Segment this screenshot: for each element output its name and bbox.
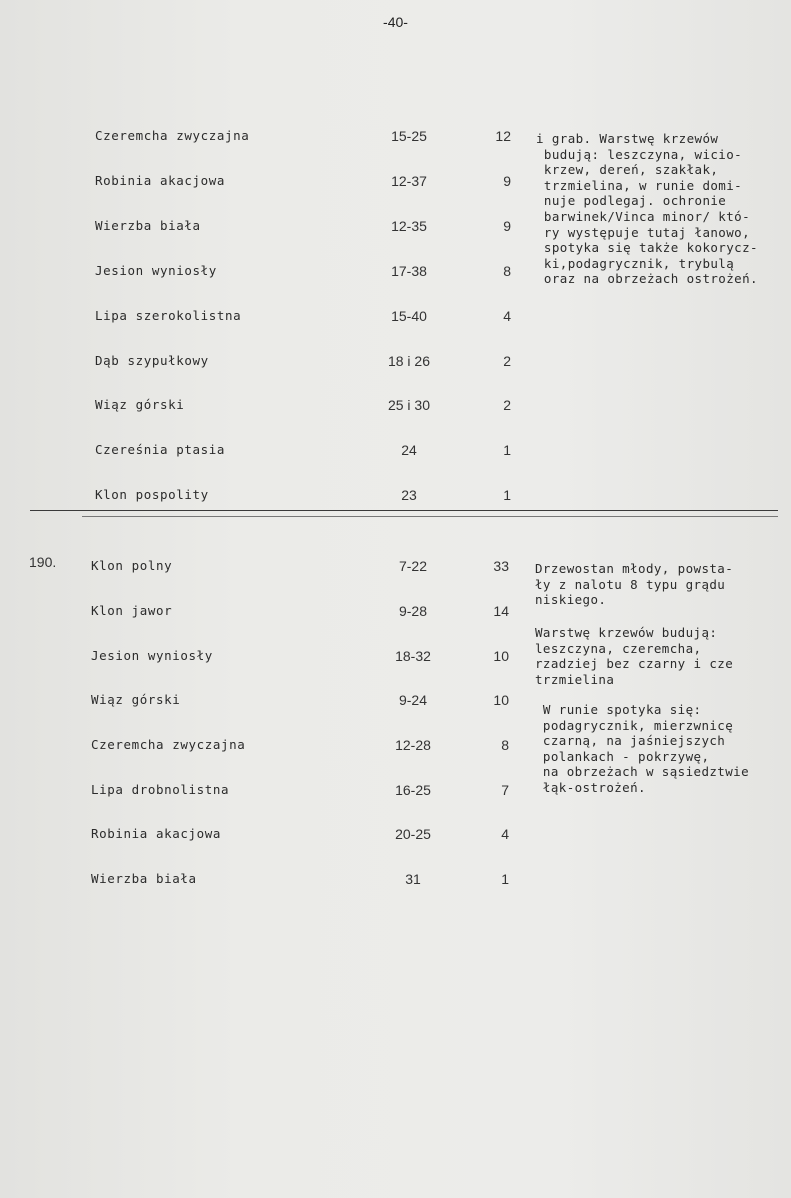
species-name: Klon pospolity [95, 487, 209, 502]
tree-count: 33 [493, 558, 509, 574]
tree-count: 8 [503, 263, 511, 279]
diameter-range: 16-25 [395, 782, 431, 798]
species-name: Robinia akacjowa [95, 173, 226, 188]
species-name: Dąb szypułkowy [95, 353, 209, 368]
section-2-note-herbs: W runie spotyka się: podagrycznik, mierzwnicę czarną, na jaśniejszych polankach - pokrzywę, na obrzeżach w sąsiedztwie łąk-ostrożeń. [542, 702, 749, 795]
diameter-range: 18-32 [395, 648, 431, 664]
tree-count: 9 [503, 173, 511, 189]
tree-count: 1 [503, 442, 511, 458]
diameter-range: 12-35 [391, 218, 427, 234]
section-1-notes: i grab. Warstwę krzewów budują: leszczyna, wicio- krzew, dereń, szakłak, trzmielina, w runie domi- nuje podlegaj. ochronie barwinek/Vinca minor/ któ- ry występuje tutaj łanowo, spotyka się także kokorycz- ki,podagrycznik, trybulą oraz na obrzeżach ostrożeń. [536, 131, 758, 287]
species-name: Czereśnia ptasia [95, 442, 226, 457]
diameter-range: 12-37 [391, 173, 427, 189]
species-name: Wierzba biała [95, 218, 201, 233]
page-number: -40- [383, 14, 408, 30]
diameter-range: 12-28 [395, 737, 431, 753]
tree-count: 10 [493, 692, 509, 708]
species-name: Klon jawor [91, 603, 173, 618]
section-divider [30, 510, 778, 511]
tree-count: 14 [493, 603, 509, 619]
species-name: Lipa drobnolistna [91, 782, 230, 797]
species-name: Robinia akacjowa [91, 826, 222, 841]
diameter-range: 31 [405, 871, 421, 887]
diameter-range: 17-38 [391, 263, 427, 279]
species-name: Czeremcha zwyczajna [95, 128, 250, 143]
section-divider-thin [82, 516, 778, 517]
species-name: Jesion wyniosły [95, 263, 217, 278]
diameter-range: 15-25 [391, 128, 427, 144]
tree-count: 9 [503, 218, 511, 234]
tree-count: 10 [493, 648, 509, 664]
species-name: Lipa szerokolistna [95, 308, 242, 323]
tree-count: 4 [501, 826, 509, 842]
tree-count: 2 [503, 353, 511, 369]
tree-count: 4 [503, 308, 511, 324]
species-name: Wierzba biała [91, 871, 197, 886]
diameter-range: 18 i 26 [387, 353, 431, 369]
section-2-note-shrubs: Warstwę krzewów budują: leszczyna, czeremcha, rzadziej bez czarny i cze trzmielina [535, 625, 734, 687]
tree-count: 1 [501, 871, 509, 887]
tree-count: 12 [495, 128, 511, 144]
species-name: Czeremcha zwyczajna [91, 737, 246, 752]
diameter-range: 24 [401, 442, 417, 458]
diameter-range: 25 i 30 [387, 397, 431, 413]
species-name: Wiąz górski [91, 692, 181, 707]
species-name: Klon polny [91, 558, 173, 573]
tree-count: 8 [501, 737, 509, 753]
section-2-note-stand: Drzewostan młody, powsta- ły z nalotu 8 typu grądu niskiego. [535, 561, 734, 608]
section-number: 190. [29, 554, 57, 570]
diameter-range: 20-25 [395, 826, 431, 842]
diameter-range: 9-28 [398, 603, 428, 619]
tree-count: 1 [503, 487, 511, 503]
species-name: Wiąz górski [95, 397, 185, 412]
diameter-range: 7-22 [398, 558, 428, 574]
diameter-range: 9-24 [398, 692, 428, 708]
diameter-range: 15-40 [391, 308, 427, 324]
tree-count: 2 [503, 397, 511, 413]
tree-count: 7 [501, 782, 509, 798]
diameter-range: 23 [401, 487, 417, 503]
species-name: Jesion wyniosły [91, 648, 213, 663]
